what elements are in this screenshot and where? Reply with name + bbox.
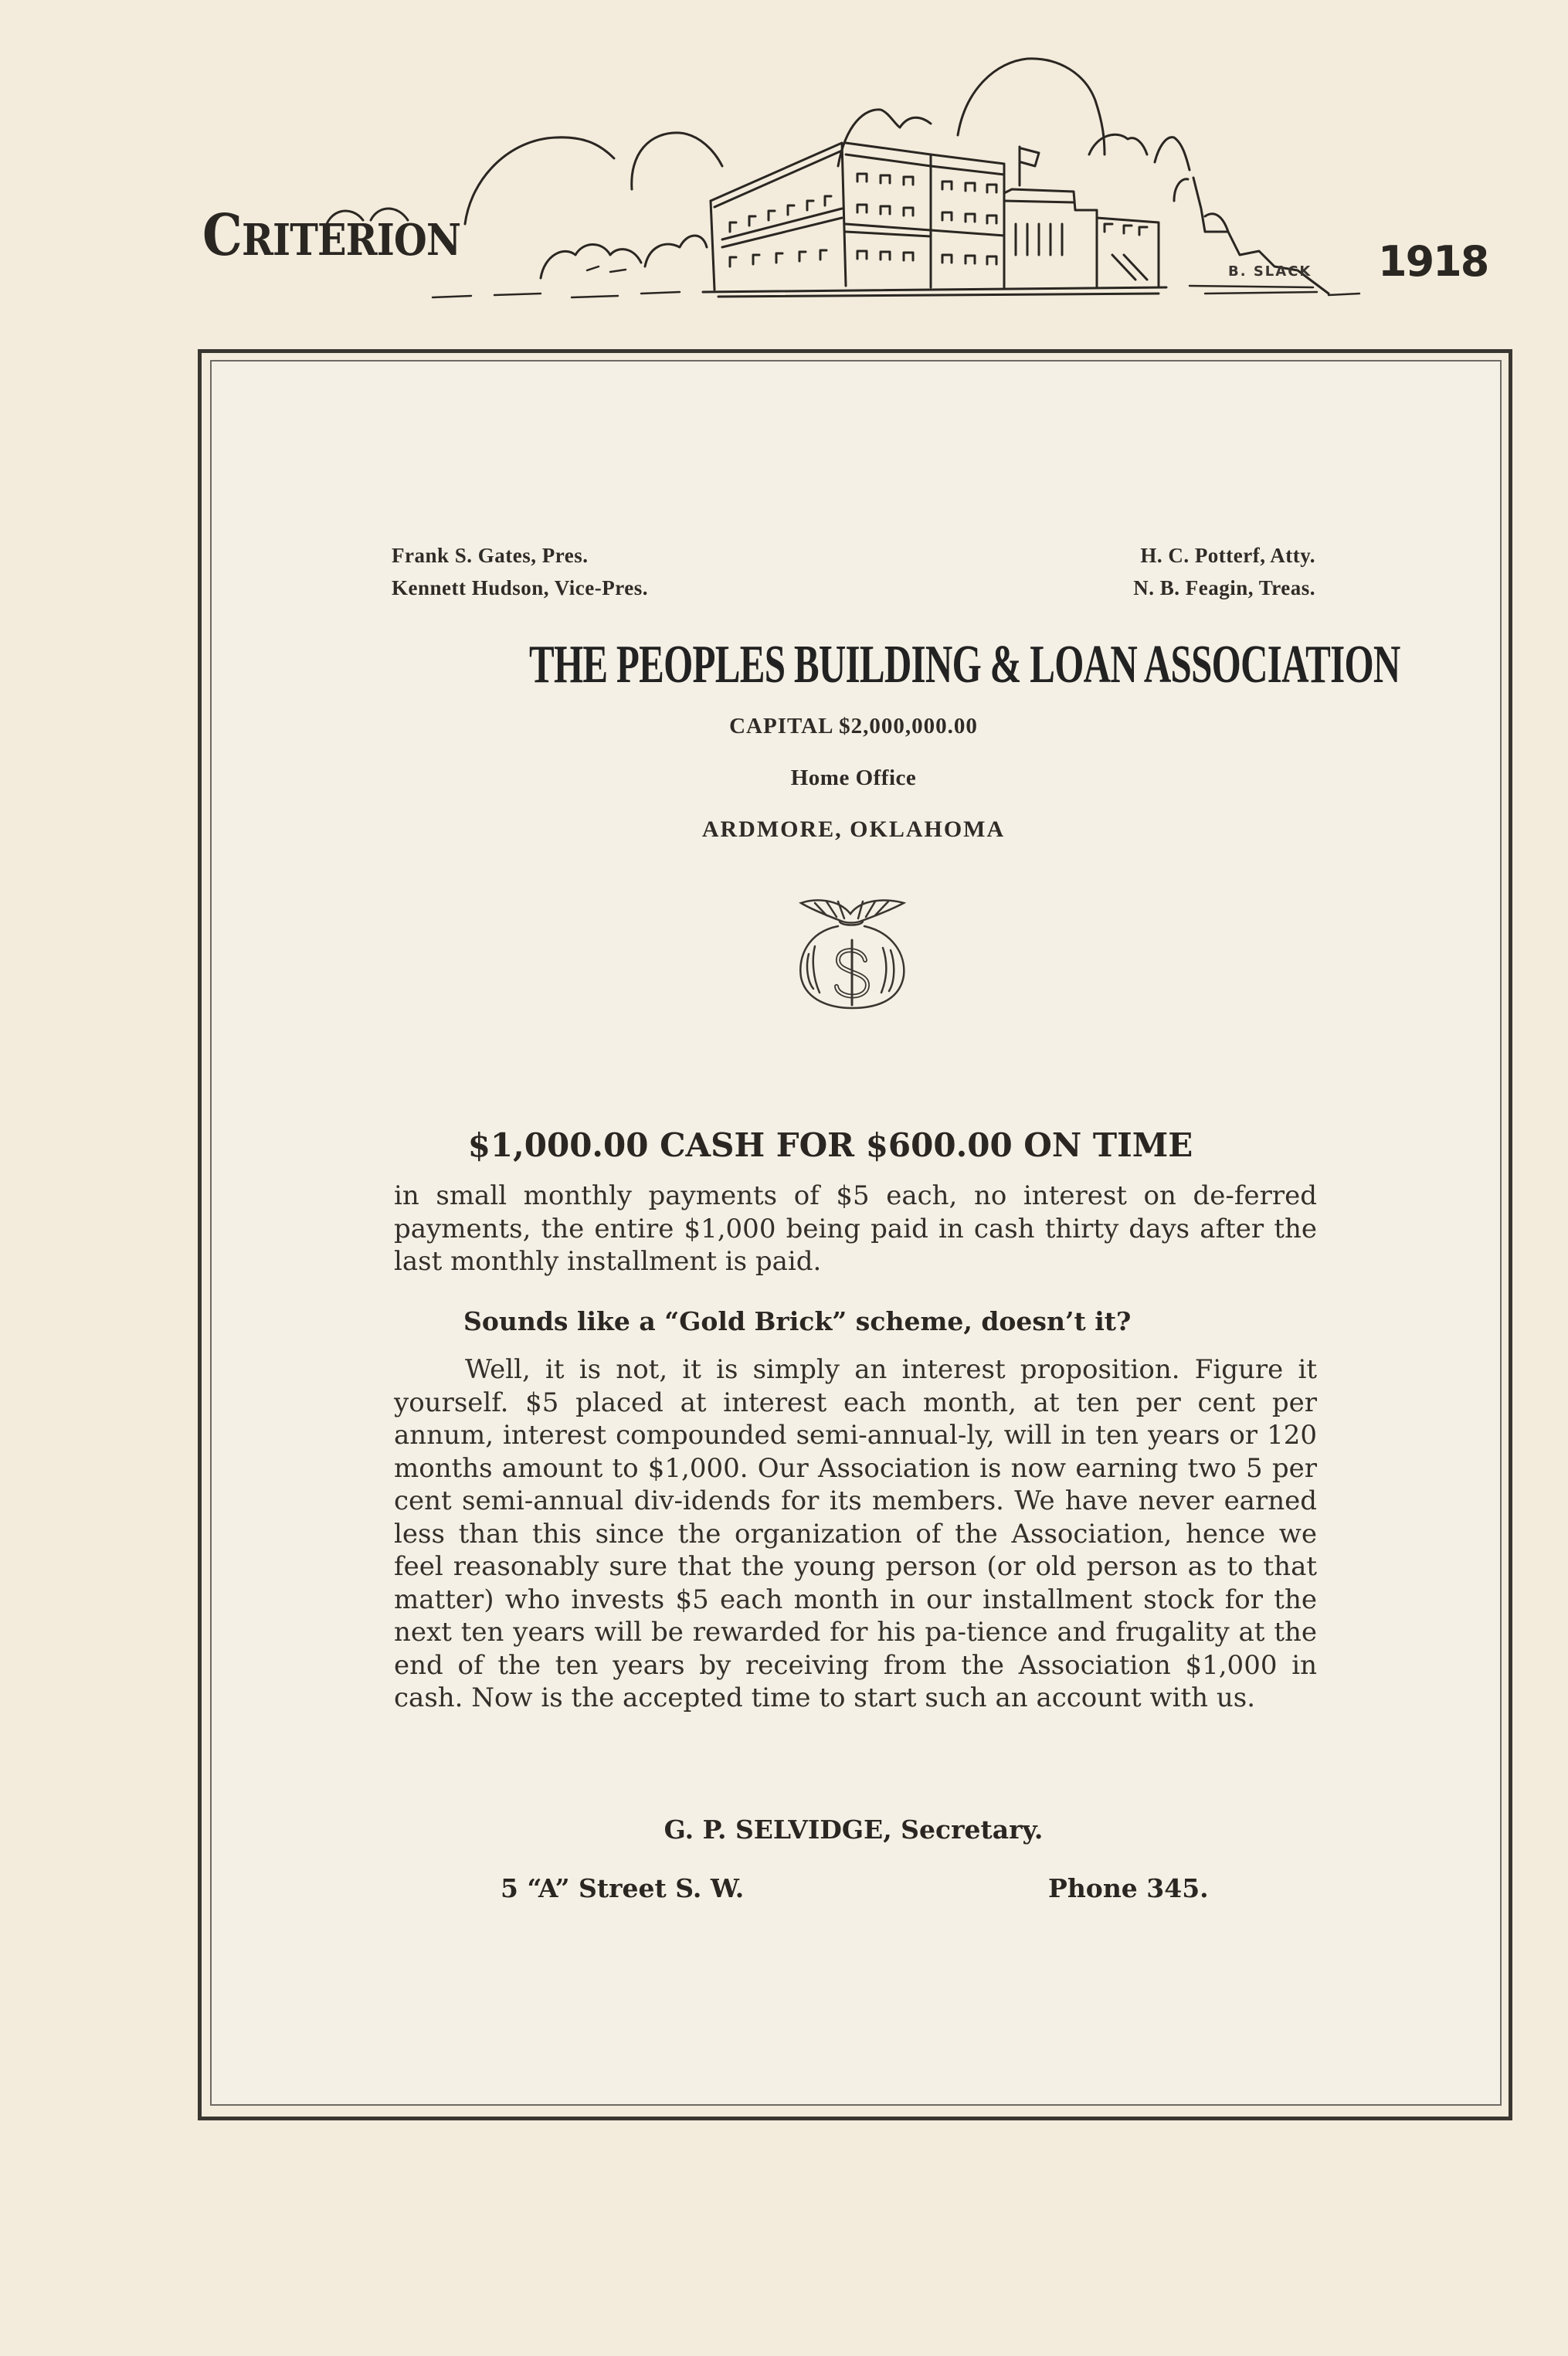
location-line: ARDMORE, OKLAHOMA — [701, 816, 1006, 842]
home-office-label: Home Office — [790, 766, 917, 790]
gold-brick-question: Sounds like a “Gold Brick” scheme, doesn’t it? — [463, 1306, 1132, 1336]
phone-number: Phone 345. — [1048, 1873, 1209, 1903]
capital-line: CAPITAL $2,000,000.00 — [729, 714, 978, 738]
artist-signature: B. SLACK — [1228, 263, 1312, 280]
main-paragraph-block — [394, 1353, 1317, 1715]
building-drawing — [703, 143, 1166, 297]
officer-attorney: H. C. Potterf, Atty. — [1140, 544, 1315, 567]
company-name: THE PEOPLES BUILDING & LOAN ASSOCIATION — [529, 635, 1400, 694]
tree-outlines — [324, 59, 1329, 294]
intro-paragraph-block — [394, 1180, 1317, 1278]
intro-paragraph: in small monthly payments of $5 each, no interest on de-ferred payments, the entire $1,000 being paid in cash thirty days after the last monthly installment is paid. — [394, 1180, 1317, 1277]
masthead-title-rest: RITERION — [241, 215, 461, 266]
money-bag-icon — [792, 892, 911, 1012]
street-address: 5 “A” Street S. W. — [501, 1873, 745, 1903]
officer-vice-president: Kennett Hudson, Vice-Pres. — [392, 576, 648, 599]
ground-lines — [433, 263, 1359, 297]
masthead-illustration — [0, 0, 1568, 324]
officer-president: Frank S. Gates, Pres. — [392, 544, 589, 567]
offer-headline: $1,000.00 CASH FOR $600.00 ON TIME — [467, 1126, 1193, 1164]
masthead-title-initial: C — [202, 202, 242, 269]
officer-treasurer: N. B. Feagin, Treas. — [1133, 576, 1315, 599]
secretary-signature: G. P. SELVIDGE, Secretary. — [664, 1815, 1044, 1845]
masthead-title — [202, 202, 461, 269]
main-paragraph: Well, it is not, it is simply an interest proposition. Figure it yourself. $5 placed at interest each month, at ten per cent per annum, interest compounded semi-annual-ly, will in ten years or 120 months amount to $1,000. Our Association is now earning two 5 per cent semi-annual div-idends for its members. We have never earned less than this since the organization of the Association, hence we feel reasonably sure that the young person (or old person as to that matter) who invests $5 each month in our installment stock for the next ten years will be rewarded for his pa-tience and frugality at the end of the ten years by receiving from the Association $1,000 in cash. Now is the accepted time to start such an account with us. — [394, 1354, 1317, 1713]
company-name-row — [390, 635, 1400, 694]
masthead-year: 1918 — [1378, 237, 1488, 286]
